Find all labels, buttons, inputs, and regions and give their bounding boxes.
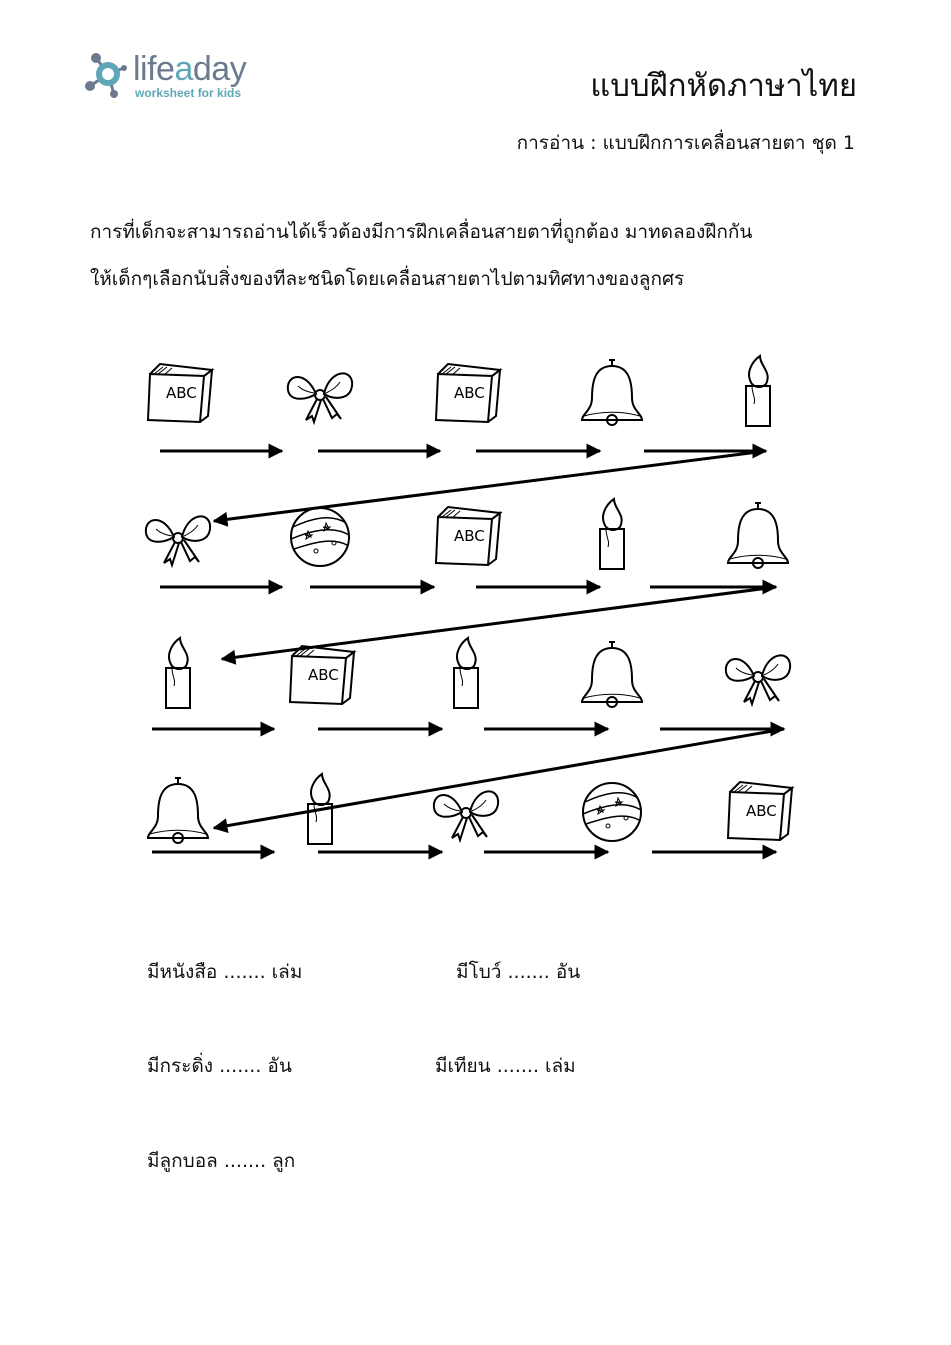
bell-icon — [148, 778, 208, 843]
ball-icon — [291, 508, 349, 566]
bell-icon — [728, 503, 788, 568]
ball-icon — [583, 783, 641, 841]
candle-icon — [166, 638, 190, 708]
book-icon — [728, 782, 792, 840]
instruction-line-1: การที่เด็กจะสามารถอ่านได้เร็วต้องมีการฝึกเคลื่อนสายตาที่ถูกต้อง มาทดลองฝึกกัน — [90, 221, 753, 243]
bow-icon — [146, 516, 210, 565]
question-bows: มีโบว์ ....... อัน — [456, 961, 581, 983]
bell-icon — [582, 642, 642, 707]
return-arrow — [214, 729, 784, 828]
book-label: ABC — [454, 527, 485, 545]
instruction-line-2: ให้เด็กๆเลือกนับสิ่งของทีละชนิดโดยเคลื่อนสายตาไปตามทิศทางของลูกศร — [90, 268, 685, 290]
book-icon — [436, 507, 500, 565]
bow-icon — [726, 655, 790, 704]
bow-icon — [288, 373, 352, 422]
book-icon — [290, 646, 354, 704]
book-label: ABC — [454, 384, 485, 402]
page-subtitle: การอ่าน : แบบฝึกการเคลื่อนสายตา ชุด 1 — [516, 132, 855, 154]
logo-tagline: worksheet for kids — [135, 86, 242, 100]
candle-icon — [454, 638, 478, 708]
bell-icon — [582, 360, 642, 425]
question-balls: มีลูกบอล ....... ลูก — [147, 1150, 296, 1172]
return-arrow — [214, 451, 766, 521]
book-label: ABC — [166, 384, 197, 402]
question-books: มีหนังสือ ....... เล่ม — [147, 961, 303, 983]
candle-icon — [600, 499, 624, 569]
bow-icon — [434, 791, 498, 840]
book-icon — [148, 364, 212, 422]
book-icon — [436, 364, 500, 422]
candle-icon — [746, 356, 770, 426]
logo-wordmark: lifeaday — [133, 50, 247, 88]
page-title: แบบฝึกหัดภาษาไทย — [590, 68, 857, 104]
book-label: ABC — [746, 802, 777, 820]
question-bells: มีกระดิ่ง ....... อัน — [147, 1055, 292, 1077]
question-candles: มีเทียน ....... เล่ม — [435, 1055, 576, 1077]
return-arrow — [222, 587, 776, 659]
book-label: ABC — [308, 666, 339, 684]
